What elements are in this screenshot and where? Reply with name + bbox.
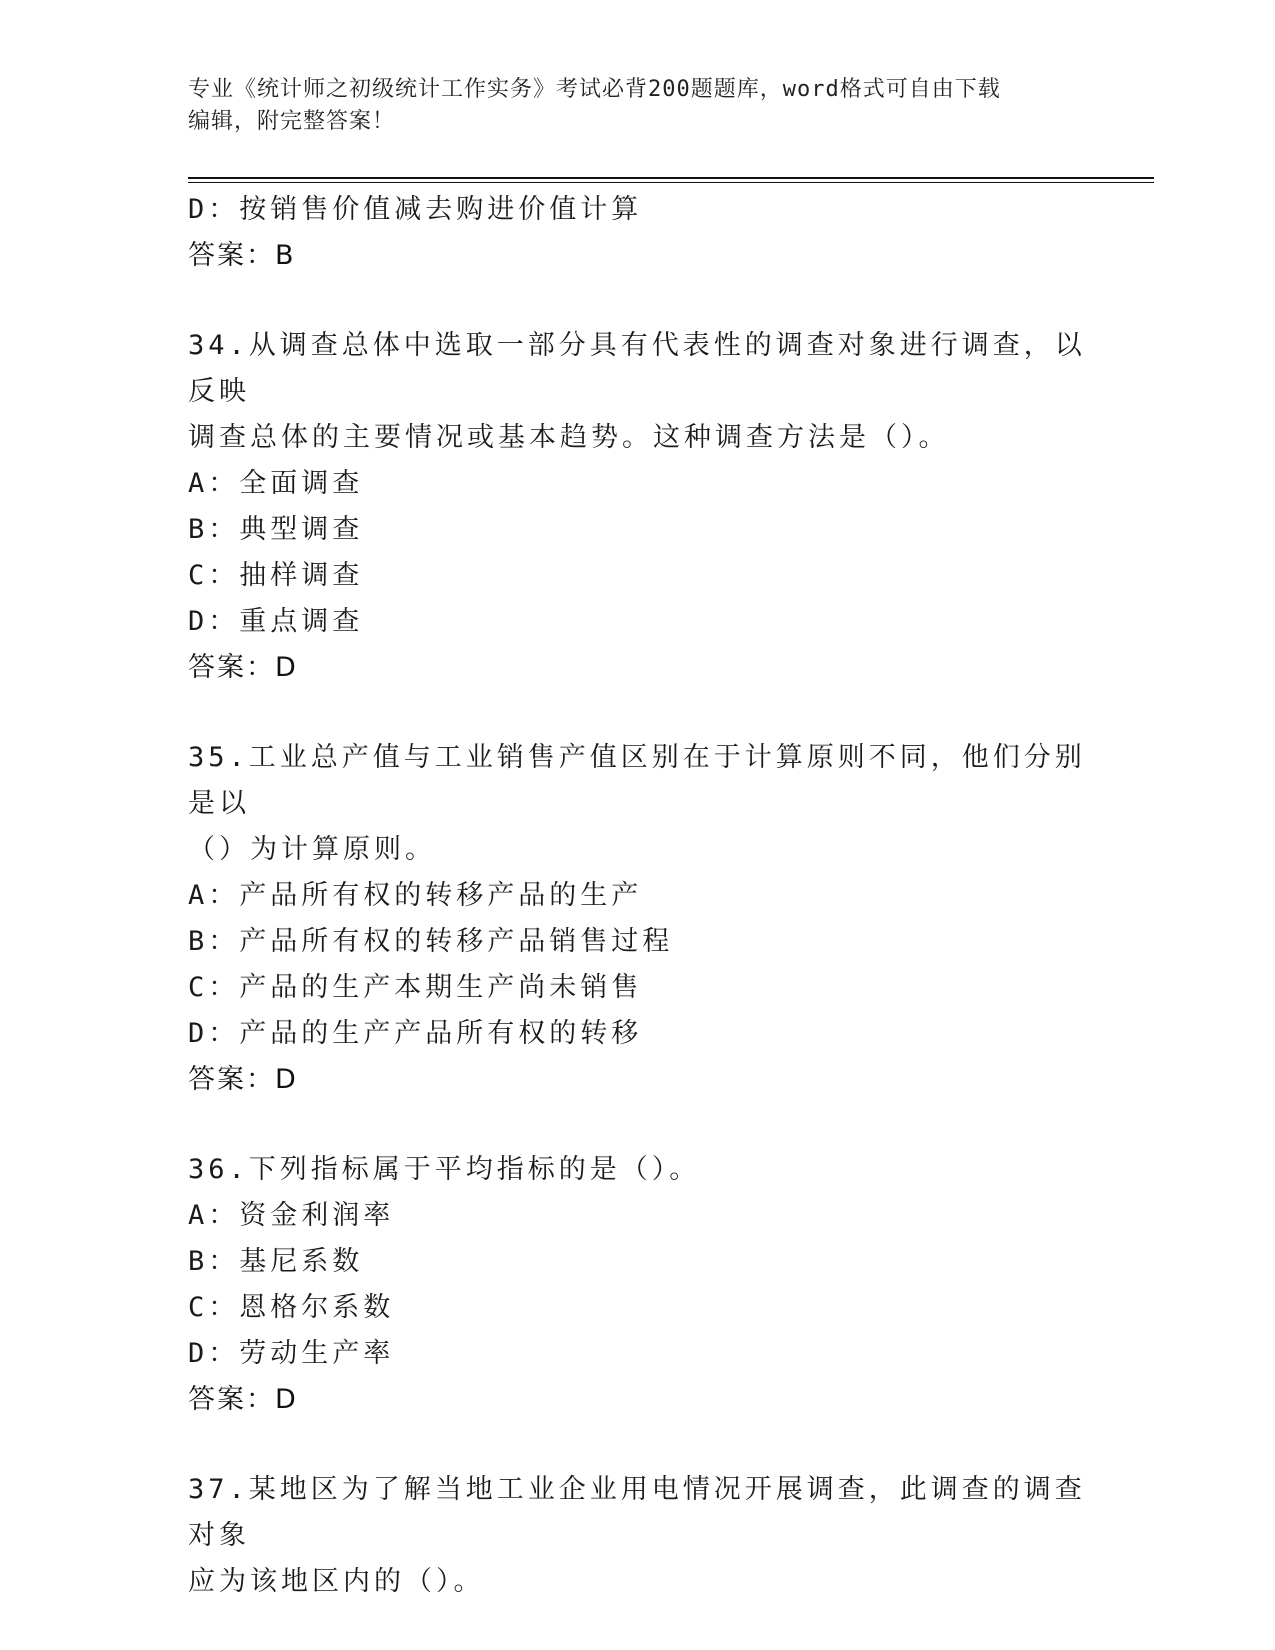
question-33-tail: [188, 187, 1088, 279]
question-stem-line: 36.下列指标属于平均指标的是（）。: [188, 1154, 701, 1185]
answer-line: [188, 645, 1088, 691]
question-stem-line: 37.某地区为了解当地工业企业用电情况开展调查，此调查的调查对象: [188, 1474, 1086, 1551]
question-34: [188, 323, 1088, 691]
option-d: D：重点调查: [188, 606, 364, 637]
option-b: B：基尼系数: [188, 1246, 364, 1277]
document-header: [188, 74, 1088, 138]
question-content: [188, 187, 1088, 1605]
option-d: D：劳动生产率: [188, 1338, 395, 1369]
header-title-line-1: 专业《统计师之初级统计工作实务》考试必背200题题库，word格式可自由下载: [188, 77, 1001, 102]
question-stem-line: 应为该地区内的（）。: [188, 1566, 485, 1597]
header-title-line-2: 编辑，附完整答案！: [188, 109, 396, 134]
option-b: B：典型调查: [188, 514, 364, 545]
answer-line: [188, 233, 1088, 279]
option-a: A：产品所有权的转移产品的生产: [188, 880, 643, 911]
header-divider: [188, 177, 1154, 183]
question-37: [188, 1467, 1088, 1605]
question-35: [188, 735, 1088, 1103]
answer-value: D: [275, 1064, 296, 1095]
question-stem-line: 调查总体的主要情况或基本趋势。这种调查方法是（）。: [188, 422, 950, 453]
option-a: A：全面调查: [188, 468, 364, 499]
option-c: C：恩格尔系数: [188, 1292, 395, 1323]
answer-line: [188, 1057, 1088, 1103]
answer-label: 答案：: [188, 240, 275, 271]
answer-label: 答案：: [188, 1064, 275, 1095]
question-stem-line: 35.工业总产值与工业销售产值区别在于计算原则不同，他们分别是以: [188, 742, 1086, 819]
option-d: D：产品的生产产品所有权的转移: [188, 1018, 643, 1049]
option-a: A：资金利润率: [188, 1200, 395, 1231]
question-36: [188, 1147, 1088, 1423]
answer-label: 答案：: [188, 1384, 275, 1415]
question-stem-line: （）为计算原则。: [188, 834, 436, 865]
option-c: C：抽样调查: [188, 560, 364, 591]
question-stem-line: 34.从调查总体中选取一部分具有代表性的调查对象进行调查，以反映: [188, 330, 1086, 407]
answer-value: B: [275, 240, 294, 271]
option-c: C：产品的生产本期生产尚未销售: [188, 972, 643, 1003]
answer-label: 答案：: [188, 652, 275, 683]
answer-line: [188, 1377, 1088, 1423]
answer-value: D: [275, 1384, 296, 1415]
option-d: D：按销售价值减去购进价值计算: [188, 194, 643, 225]
option-b: B：产品所有权的转移产品销售过程: [188, 926, 674, 957]
answer-value: D: [275, 652, 296, 683]
